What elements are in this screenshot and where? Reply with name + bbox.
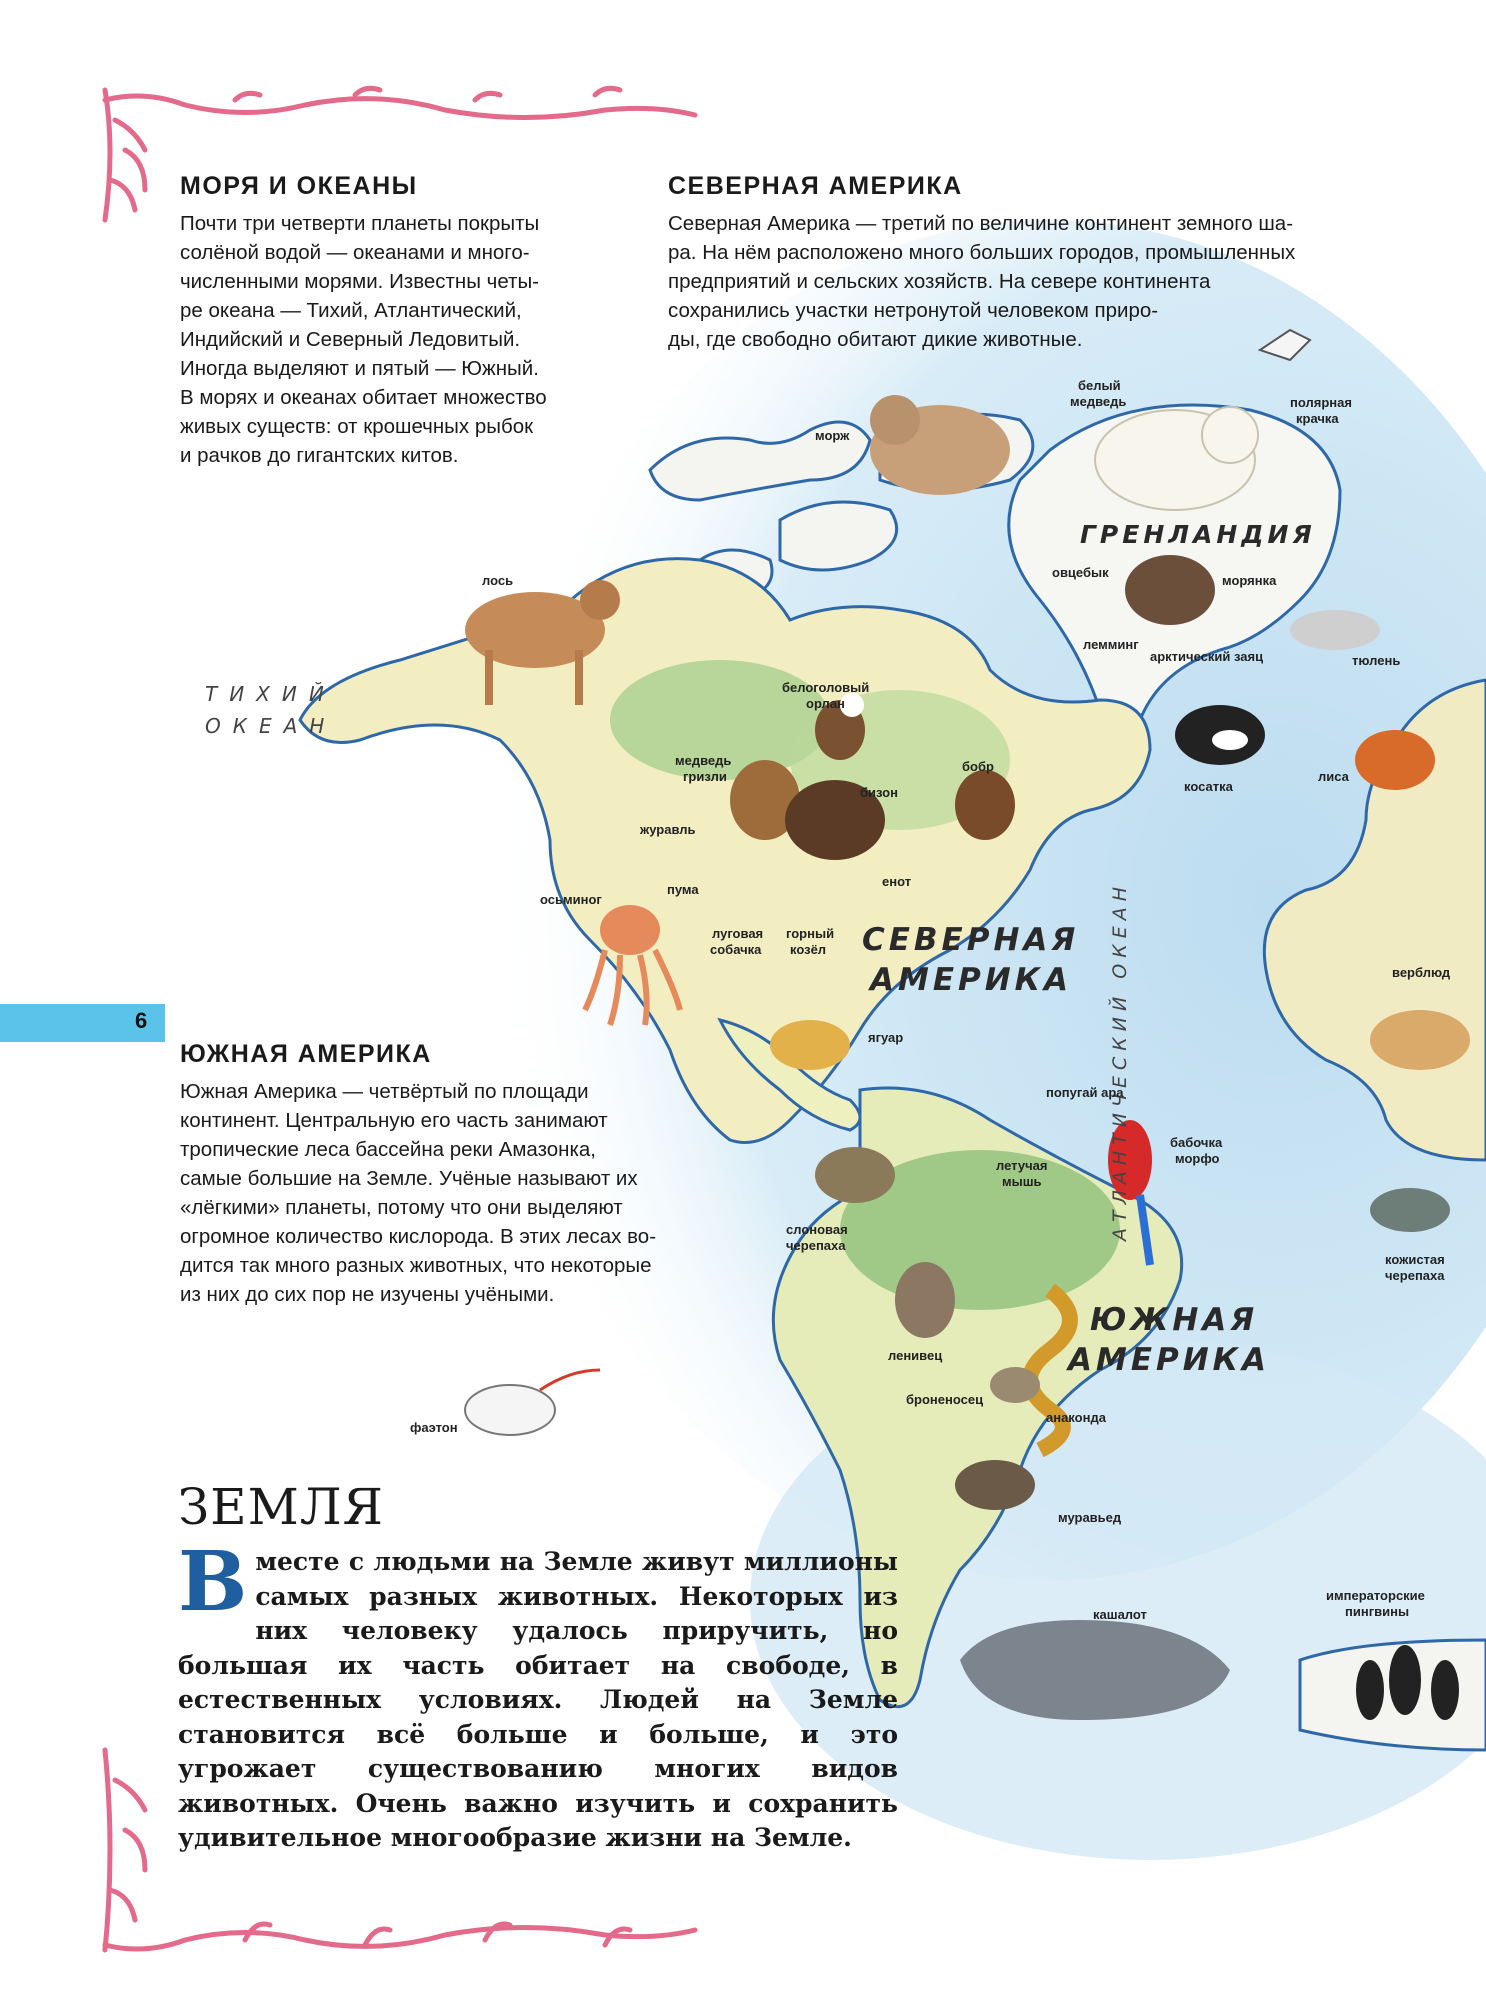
north-america-line: ра. На нём расположено много больших городов, промышленных: [668, 241, 1296, 264]
region-north-america: АМЕРИКА: [870, 962, 1073, 998]
seas-oceans-section: [180, 172, 612, 470]
animal-label: белый: [1078, 378, 1121, 393]
seal-illustration: [1290, 610, 1380, 650]
animal-label: тюлень: [1352, 653, 1401, 668]
seas-oceans-line: ре океана — Тихий, Атлантический,: [180, 299, 522, 322]
north-america-line: ды, где свободно обитают дикие животные.: [668, 328, 1083, 351]
animal-label: енот: [882, 874, 912, 889]
fox-illustration: [1355, 730, 1435, 790]
south-america-line: континент. Центральную его часть занимают: [180, 1109, 608, 1132]
north-america-title: СЕВЕРНАЯ АМЕРИКА: [668, 172, 963, 200]
earth-text: [178, 1534, 898, 1856]
animal-label: морфо: [1175, 1151, 1220, 1166]
north-america-line: предприятий и сельских хозяйств. На севере континента: [668, 270, 1211, 293]
animal-label: лось: [482, 573, 514, 588]
seas-oceans-line: живых существ: от крошечных рыбок: [180, 415, 534, 438]
tortoise-illustration: [815, 1147, 895, 1203]
leatherback-illustration: [1370, 1188, 1450, 1232]
animal-label: морж: [815, 428, 850, 443]
animal-label: белоголовый: [782, 680, 870, 695]
seas-oceans-line: В морях и океанах обитает множество: [180, 386, 547, 409]
animal-label: черепаха: [1385, 1268, 1445, 1283]
ocean-pacific: ОКЕАН: [205, 714, 337, 738]
animal-label: пингвины: [1345, 1604, 1410, 1619]
seas-oceans-line: Почти три четверти планеты покрыты: [180, 212, 540, 235]
animal-label: осьминог: [540, 892, 602, 907]
animal-label: лиса: [1318, 769, 1349, 784]
animal-label: черепаха: [786, 1238, 846, 1253]
animal-label: мышь: [1002, 1174, 1042, 1189]
animal-label: крачка: [1296, 411, 1339, 426]
animal-label: броненосец: [906, 1392, 984, 1407]
animal-label: бабочка: [1170, 1135, 1223, 1150]
south-america-line: Южная Америка — четвёртый по площади: [180, 1080, 589, 1103]
animal-label: ягуар: [868, 1030, 904, 1045]
ocean-atlantic: АТЛАНТИЧЕСКИЙ ОКЕАН: [1109, 881, 1131, 1241]
animal-label: лемминг: [1083, 637, 1139, 652]
animal-label: верблюд: [1392, 965, 1451, 980]
animal-label: косатка: [1184, 779, 1233, 794]
page-number: 6: [135, 1008, 148, 1033]
anteater-illustration: [955, 1460, 1035, 1510]
earth-title: ЗЕМЛЯ: [178, 1478, 384, 1536]
animal-label: фаэтон: [410, 1420, 458, 1435]
animal-label: кашалот: [1093, 1607, 1147, 1622]
animal-label: кожистая: [1385, 1252, 1445, 1267]
region-south-america: ЮЖНАЯ: [1090, 1302, 1259, 1338]
earth-paragraph: месте с людьми на Земле живут миллионы самых разных животных. Некоторых из них человеку удалось приручить, но большая их часть обитает на свободе, в естественных условиях. Людей на Земле становится всё больше и больше, и это угрожает существованию многих видов животных. Очень важно изучить и сохранить удивительное многообразие жизни на Земле.: [178, 1547, 898, 1852]
north-america-line: Северная Америка — третий по величине континент земного ша-: [668, 212, 1294, 235]
animal-label: гризли: [683, 769, 727, 784]
ocean-pacific: ТИХИЙ: [205, 682, 336, 706]
animal-label: анаконда: [1046, 1410, 1106, 1425]
south-america-line: дится так много разных животных, что некоторые: [180, 1254, 652, 1277]
animal-label: полярная: [1290, 395, 1352, 410]
seas-oceans-title: МОРЯ И ОКЕАНЫ: [180, 172, 418, 200]
animal-label: орлан: [806, 696, 845, 711]
region-north-america: СЕВЕРНАЯ: [862, 922, 1080, 958]
animal-label: ленивец: [888, 1348, 943, 1363]
tropicbird-illustration: [465, 1370, 600, 1435]
armadillo-illustration: [990, 1367, 1040, 1403]
south-america-title: ЮЖНАЯ АМЕРИКА: [180, 1040, 432, 1068]
animal-label: муравьед: [1058, 1510, 1122, 1525]
animal-label: попугай ара: [1046, 1085, 1124, 1100]
seas-oceans-line: и рачков до гигантских китов.: [180, 444, 459, 467]
animal-label: бизон: [860, 785, 898, 800]
animal-label: медведь: [675, 753, 732, 768]
south-america-line: «лёгкими» планеты, потому что они выделяют: [180, 1196, 623, 1219]
animal-label: императорские: [1326, 1588, 1425, 1603]
seas-oceans-line: Иногда выделяют и пятый — Южный.: [180, 357, 539, 380]
south-america-section: [180, 1040, 740, 1309]
orca-illustration: [1175, 705, 1265, 765]
south-america-line: из них до сих пор не изучены учёными.: [180, 1283, 555, 1306]
animal-label: морянка: [1222, 573, 1277, 588]
beaver-illustration: [955, 770, 1015, 840]
seas-oceans-line: солёной водой — океанами и много-: [180, 241, 530, 264]
south-america-line: тропические леса бассейна реки Амазонка,: [180, 1138, 597, 1161]
muskox-illustration: [1125, 555, 1215, 625]
region-greenland: ГРЕНЛАНДИЯ: [1080, 520, 1316, 549]
jaguar-illustration: [770, 1020, 850, 1070]
animal-label: собачка: [710, 942, 762, 957]
animal-label: арктический заяц: [1150, 649, 1264, 664]
region-south-america: АМЕРИКА: [1068, 1342, 1271, 1378]
animal-label: козёл: [790, 942, 827, 957]
animal-label: медведь: [1070, 394, 1127, 409]
south-america-line: самые большие на Земле. Учёные называют их: [180, 1167, 638, 1190]
camel-illustration: [1370, 1010, 1470, 1070]
north-america-line: сохранились участки нетронутой человеком приро-: [668, 299, 1159, 322]
animal-label: журавль: [640, 822, 696, 837]
animal-label: пума: [667, 882, 699, 897]
animal-label: слоновая: [786, 1222, 848, 1237]
animal-label: летучая: [996, 1158, 1048, 1173]
drop-cap: В: [178, 1534, 248, 1630]
sloth-illustration: [895, 1262, 955, 1338]
animal-label: луговая: [712, 926, 764, 941]
south-america-line: огромное количество кислорода. В этих лесах во-: [180, 1225, 657, 1248]
animal-label: овцебык: [1052, 565, 1109, 580]
animal-label: бобр: [962, 759, 994, 774]
north-america-section: [668, 172, 1388, 354]
animal-label: горный: [786, 926, 835, 941]
seas-oceans-line: численными морями. Известны четы-: [180, 270, 540, 293]
seas-oceans-line: Индийский и Северный Ледовитый.: [180, 328, 521, 351]
